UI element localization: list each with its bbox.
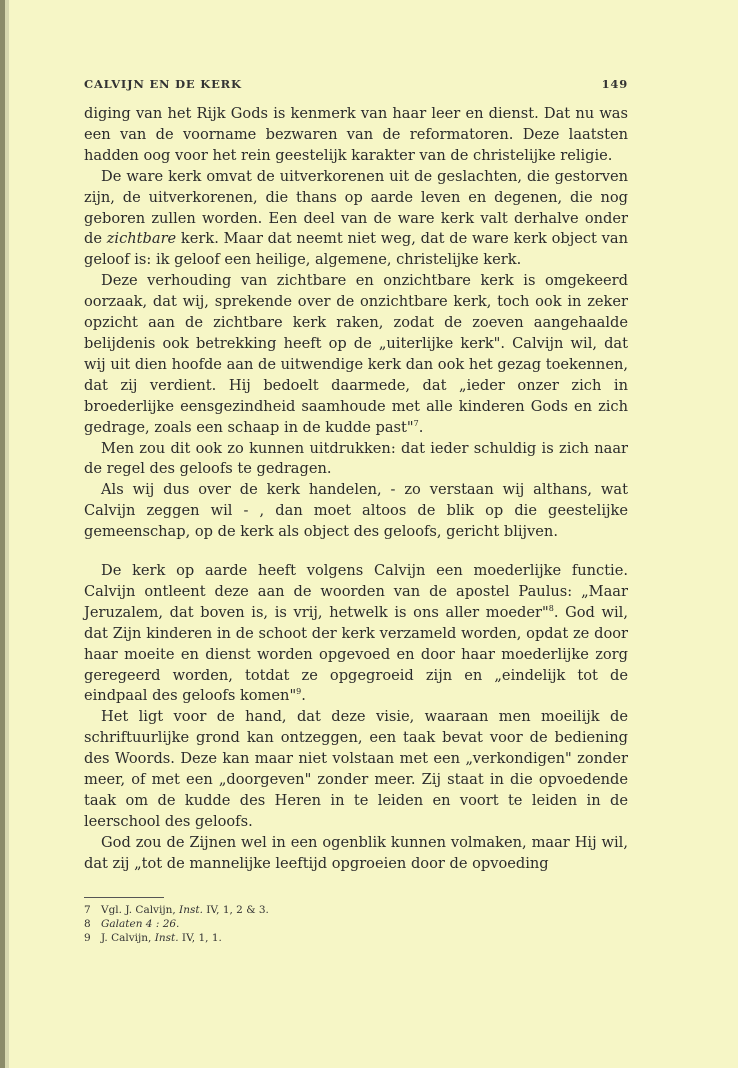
running-header — [84, 77, 628, 91]
footnote-ref-7: 7 — [413, 418, 419, 428]
paragraph-true-church: De ware kerk omvat de uitverkorenen uit de geslachten, die gestorven zijn, de uitverkorenen, die thans op aarde leven en degenen, die nog geboren zullen worden. Een deel van de ware kerk valt derhalve onder de zichtbare kerk. Maar dat neemt niet weg, dat de ware kerk object van geloof is: ik geloof een heilige, algemene, christelijke kerk. — [84, 167, 629, 269]
footnote-9: 9 J. Calvijn, Inst. IV, 1, 1. — [84, 932, 222, 945]
paragraph-ministry-task: Het ligt voor de hand, dat deze visie, waaraan men moeilijk de schriftuurlijke grond kan ontzeggen, een taak bevat voor de bediening des Woords. Deze kan maar niet volstaan met een „verkondigen" zonder meer, of met een „doorgeven" zonder meer. Zij staat in die opvoedende taak om de kudde des Heren in te leiden en voort te leiden in de leerschool des geloofs. — [84, 708, 628, 830]
emphasis-zichtbare: zichtbare — [106, 230, 177, 248]
running-title: CALVIJN EN DE KERK — [84, 77, 242, 91]
footnote-7: 7 Vgl. J. Calvijn, Inst. IV, 1, 2 & 3. — [84, 904, 269, 916]
page-number: 149 — [601, 77, 628, 91]
paragraph-motherly-function: De kerk op aarde heeft volgens Calvijn een moederlijke functie. Calvijn ontleent deze aan de woorden van de apostel Paulus: „Maar Jeruzalem, dat boven is, is vrij, hetwelk is ons aller moeder"$^8$. God wil, dat Zijn kinderen in de schoot der kerk verzameld worden, opdat ze door haar moeite en dienst worden opgevoed en door haar moederlijke zorg geregeerd worden, totdat ze opgegroeid zijn en „eindelijk tot de eindpaal des geloofs komen"$^9$. — [84, 562, 628, 705]
paragraph-visible-invisible: Deze verhouding van zichtbare en onzichtbare kerk is omgekeerd oorzaak, dat wij, sprekende over de onzichtbare kerk, toch ook in zeker opzicht aan de zichtbare kerk raken, zodat de zoeven aangehaalde belijdenis ook betrekking heeft op de „uiterlijke kerk". Calvijn wil, dat wij uit dien hoofde aan de uitwendige kerk dan ook het gezag toekennen, dat zij verdient. Hij bedoelt daarmede, dat „ieder onzer zich in broederlijke eensgezindheid saamhoude met alle kinderen Gods en zich gedrage, zoals een schaap in de kudde past"$^7$. — [84, 272, 628, 436]
paragraph-rule-of-faith: Men zou dit ook zo kunnen uitdrukken: dat ieder schuldig is zich naar de regel des geloofs te gedragen. — [84, 439, 628, 478]
footnotes — [84, 903, 504, 946]
paragraph-perfecting: God zou de Zijnen wel in een ogenblik kunnen volmaken, maar Hij wil, dat zij „tot de mannelijke leeftijd opgroeien door de opvoeding — [84, 833, 628, 872]
page-edge-highlight — [5, 0, 9, 1068]
section-gap — [84, 543, 628, 561]
footnote-ref-8: 8 — [548, 603, 554, 613]
paragraph-continuation: diging van het Rijk Gods is kenmerk van haar leer en dienst. Dat nu was een van de voorname bezwaren van de reformatoren. Deze laatsten hadden oog voor het rein geestelijk karakter van de christelijke religie. — [84, 105, 628, 164]
footnote-rule — [84, 897, 164, 898]
footnote-8: 8 Galaten 4 : 26. — [84, 918, 180, 931]
footnote-ref-9: 9 — [296, 687, 302, 697]
paragraph-spiritual-community: Als wij dus over de kerk handelen, - zo verstaan wij althans, wat Calvijn zeggen wil - , dan moet altoos de blik op die geestelijke gemeenschap, op de kerk als object des geloofs, gericht blijven. — [84, 481, 628, 541]
body-text — [84, 104, 628, 875]
